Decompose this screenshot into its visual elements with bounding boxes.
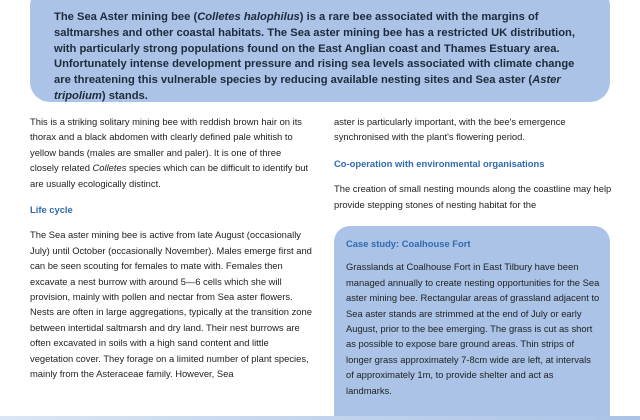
lifecycle-heading: Life cycle bbox=[30, 204, 73, 216]
intro-text-middle: ) is a rare bee associated with the margins of saltmarshes and other coastal habitats. The Sea aster mining bee has a restricted UK distribution, with particularly strong populations found on the East Anglian coast and Thames Estuary area. Unfortunately intense development pressure and rising sea levels associated with climate change are threatening this vulnerable species by reducing available nesting sites and Sea aster ( bbox=[54, 11, 575, 87]
bottom-strip bbox=[0, 416, 640, 420]
case-study-body: Grasslands at Coalhouse Fort in East Tilbury have been managed annually to create nesting opportunities for the Sea aster mining bee. Rectangular areas of grassland adjacent to Sea aster stands are strimmed at the end of July or early August, prior to the bee emerging. The grass is cut as short as possible to expose bare ground areas. Thin strips of longer grass approximately 7-8cm wide are left, at intervals of approximately 1m, to provide shelter and act as landmarks. bbox=[346, 261, 600, 396]
plant-name: Aster tripolium bbox=[54, 74, 561, 102]
intro-paragraph bbox=[54, 10, 594, 105]
genus-name: Colletes bbox=[92, 162, 127, 174]
cooperation-paragraph: The creation of small nesting mounds along the coastline may help provide stepping stones of nesting habitat for the bbox=[334, 183, 612, 210]
description-text-start: This is a striking solitary mining bee with reddish brown hair on its thorax and a black abdomen with clearly defined pale whitish to yellow bands (males are smaller and paler). It is one of three closely related bbox=[30, 116, 302, 174]
cooperation-heading: Co-operation with environmental organisations bbox=[334, 157, 545, 169]
lifecycle-paragraph: The Sea aster mining bee is active from late August (occasionally July) until October (occasionally November). Males emerge first and can be seen scouting for females to mate with. Females then excavate a nest burrow with around 5—6 cells which she will provision, mainly with pollen and nectar from Sea aster flowers. Nests are often in large aggregations, typically at the transition zone between intertidal saltmarsh and dry land. Their nest burrows are often excavated in soils with a high sand content and little vegetation cover. They forage on a limited number of plant species, mainly from the Asteraceae family. However, Sea bbox=[30, 229, 312, 380]
right-column bbox=[334, 114, 618, 212]
intro-text-start: The Sea Aster mining bee ( bbox=[54, 11, 198, 23]
intro-text-end: ) stands. bbox=[101, 89, 148, 102]
continuation-paragraph: aster is particularly important, with the bee's emergence synchronised with the plant's flowering period. bbox=[334, 116, 566, 143]
case-study-box bbox=[334, 226, 610, 420]
species-name: Colletes halophilus bbox=[197, 11, 300, 23]
left-column bbox=[30, 114, 312, 382]
case-study-title: Case study: Coalhouse Fort bbox=[346, 238, 471, 249]
description-paragraph bbox=[30, 114, 312, 191]
description-text-end: species which can be difficult to identify but are usually ecologically distinct. bbox=[30, 162, 309, 189]
intro-box bbox=[30, 0, 610, 102]
